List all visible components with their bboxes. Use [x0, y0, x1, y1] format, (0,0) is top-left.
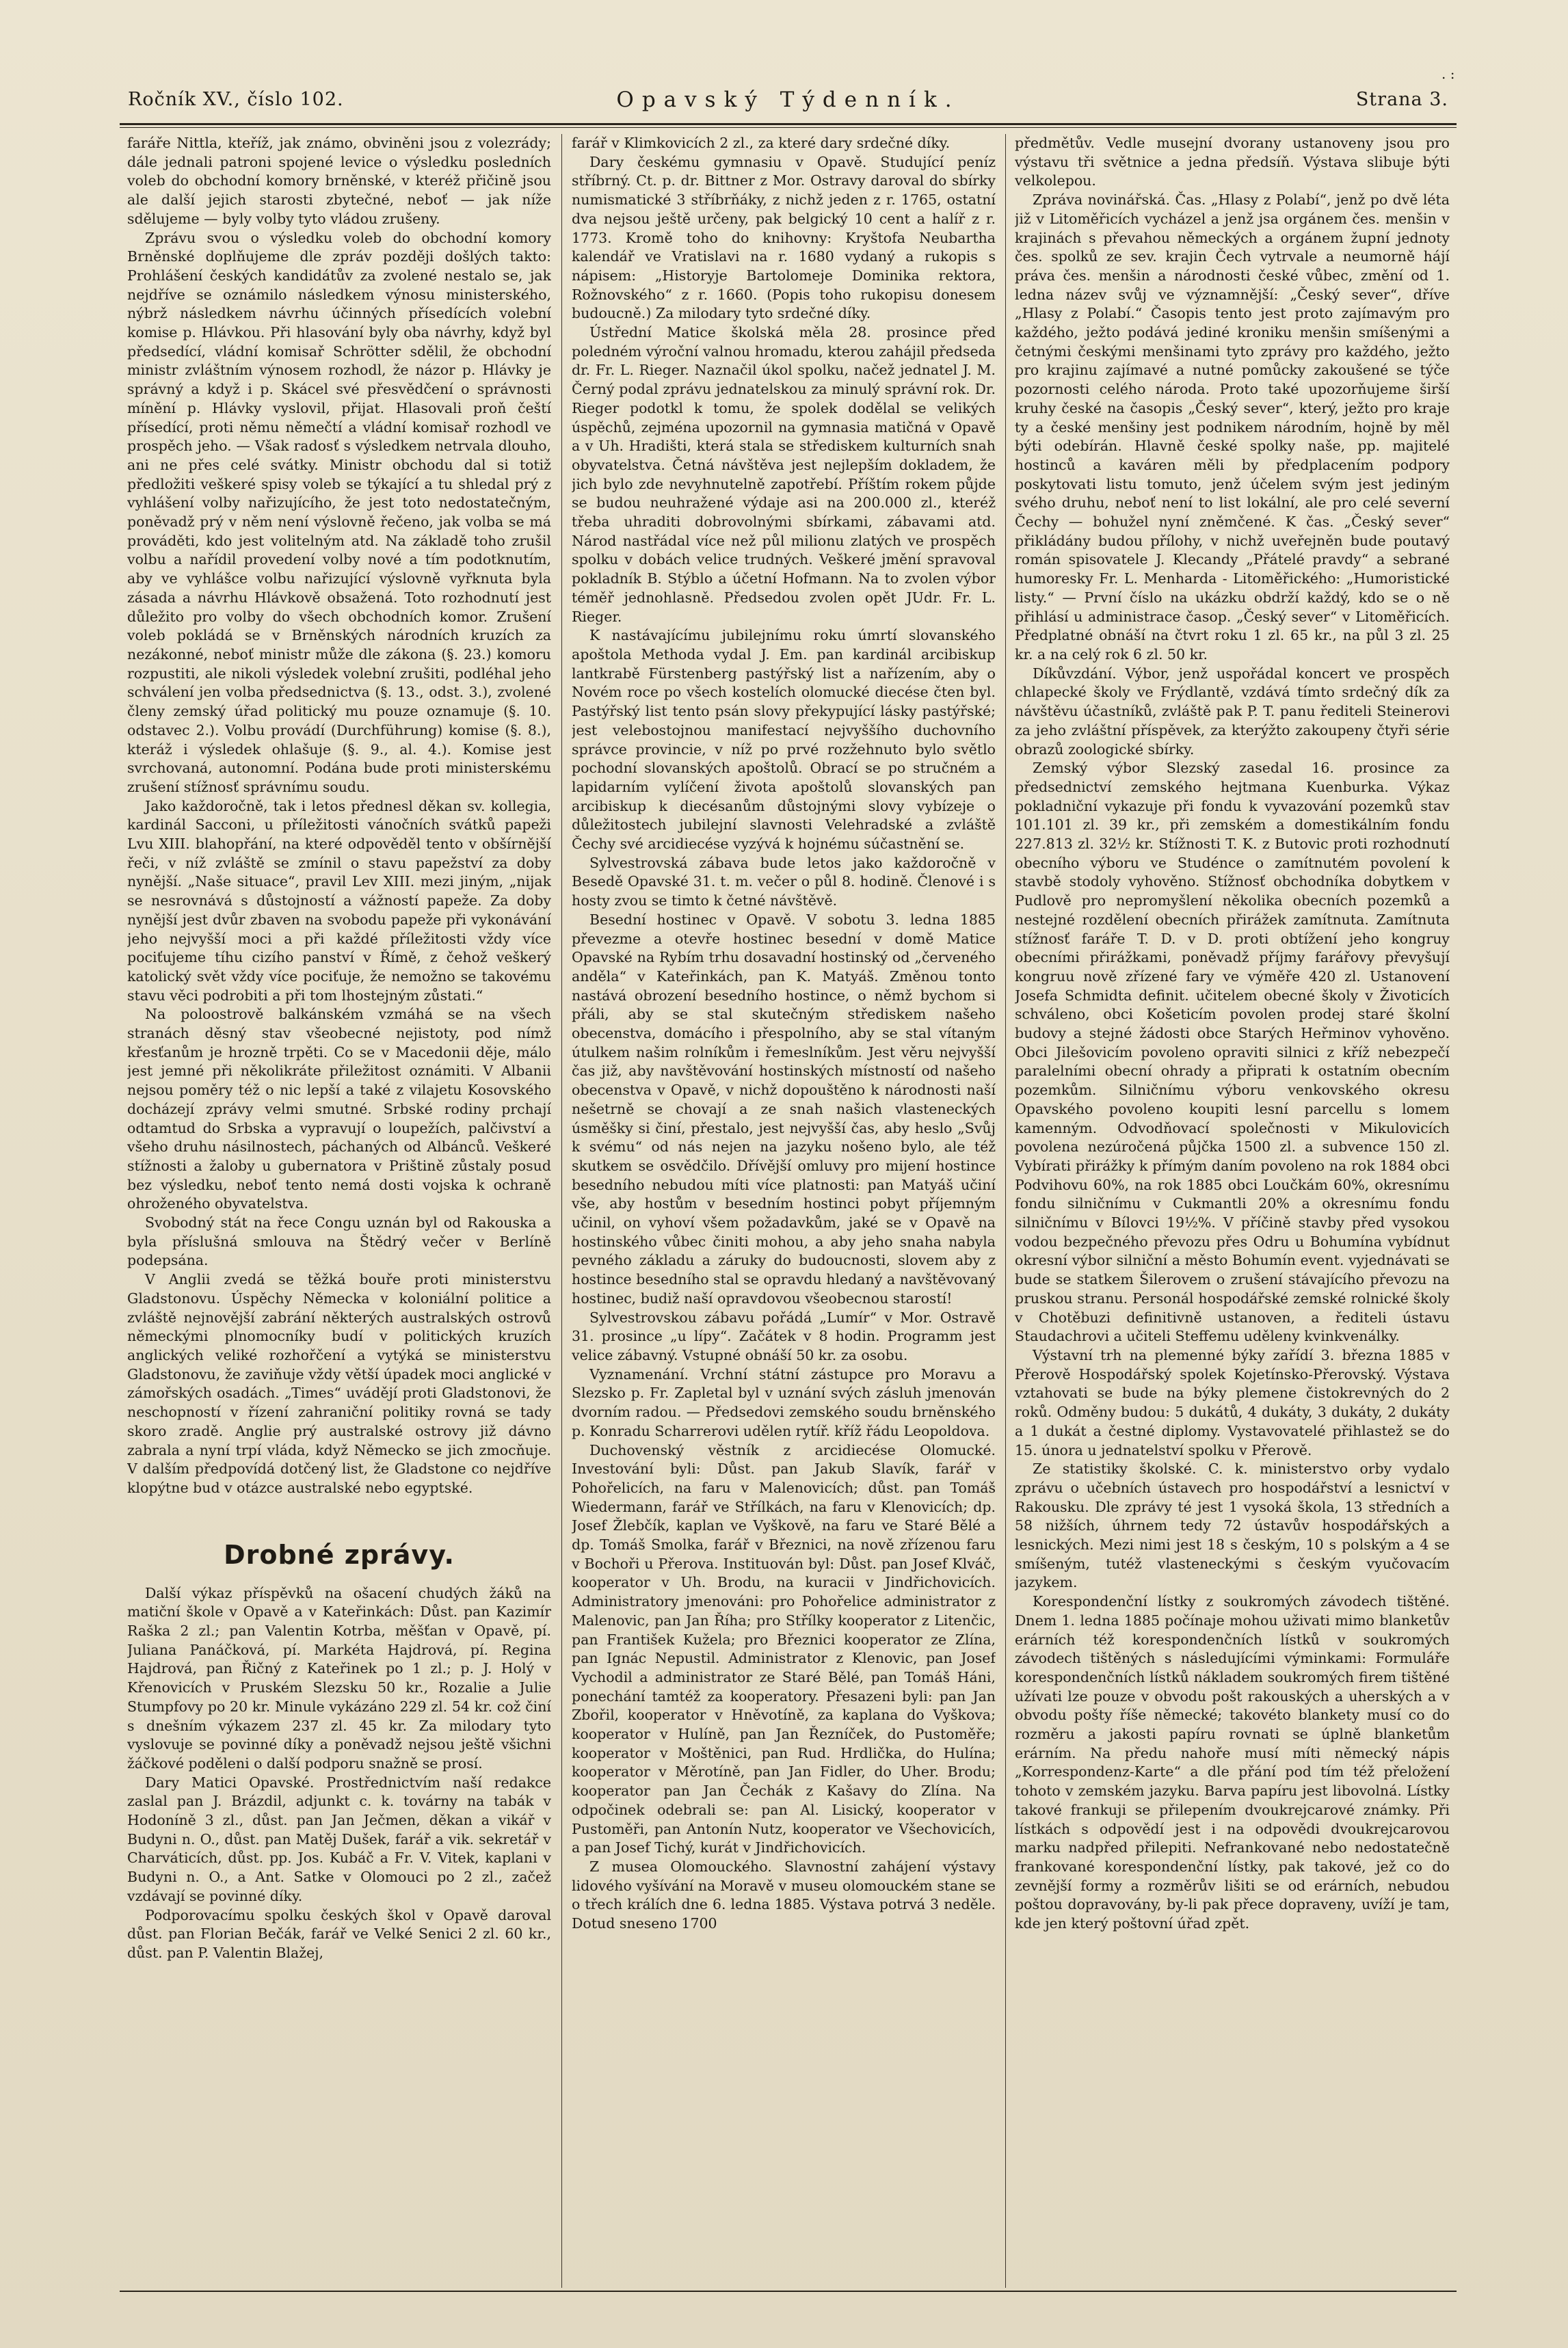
news-item: Další výkaz příspěvků na ošacení chudých žáků na matiční škole v Opavě a v Kateřinkách: Důst. pan Kazimír Raška 2 zl.; pan Valentin Kotrba, měšťan v Opavě, pí. Juliana Panáčková, pí. Markéta Hajdrová, pí. Regina Hajdrová, pan Řičný z Kateřinek po 1 zl.; p. J. Holý v Křenovicích v Pruském Slezsku 50 kr., Rozalie a Julie Stumpfovy po 20 kr. Minule vykázáno 229 zl. 54 kr. což činí s dnešním výkazem 237 zl. 45 kr. Za milodary tyto vyslovuje se povinné díky a poněvadž nejsou ještě všichni žáčkové poděleni o další podporu snažně se prosí. [127, 1584, 551, 1772]
news-item: Sylvestrovskou zábavu pořádá „Lumír“ v Mor. Ostravě 31. prosince „u lípy“. Začátek v 8 hodin. Programm jest velice zábavný. Vstupné obnáší 50 kr. za osobu. [572, 1309, 996, 1363]
section-heading: Drobné zprávy. [224, 1539, 455, 1570]
column-3 [1015, 134, 1450, 2288]
news-item: předmětův. Vedle musejní dvorany ustanoveny jsou pro výstavu tři světnice a jedna předsíň. Výstava slibuje býti velkolepou. [1015, 135, 1450, 189]
news-item: Ústřední Matice školská měla 28. prosince před poledném výroční valnou hromadu, kterou zahájil předseda dr. Fr. L. Rieger. Naznačil úkol spolku, načež jednatel J. M. Černý podal zprávu jednatelskou za minulý správní rok. Dr. Rieger podotkl k tomu, že spolek dodělal se velikých úspěchů, zejména upozornil na gymnasia matičná v Opavě a v Uh. Hradišti, která stala se střediskem kulturních snah obyvatelstva. Četná návštěva jest nejlepším dokladem, že jich bylo zde nevyhnutelně zapotřebí. Příštím rokem půjde se budou neuhražené výdaje asi na 200.000 zl., kteréž třeba uhraditi dobrovolnými sbírkami, zábavami atd. Národ nastřádal více než půl milionu zlatých ve prospěch spolku v dobách velice trudných. Veškeré jmění spravoval pokladník B. Stýblo a účetní Hofmann. Na to zvolen výbor téměř jednohlasně. Předsedou zvolen opět JUdr. Fr. L. Rieger. [572, 324, 996, 625]
page-number: Strana 3. [1355, 89, 1448, 110]
header-rule [120, 123, 1457, 125]
article-paragraph: Svobodný stát na řece Congu uznán byl od Rakouska a byla příslušná smlouva na Štědrý večer v Berlíně podepsána. [127, 1214, 551, 1269]
article-paragraph: Jako každoročně, tak i letos přednesl děkan sv. kollegia, kardinál Sacconi, u příležitosti vánočních svátků papeži Lvu XIII. blahopřání, na které odpověděl tento v obšírnější řeči, v níž zvláště se zmínil o stavu papežství za doby nynější. „Naše situace“, pravil Lev XIII. mezi jiným, „nijak se nesrovnává s důstojností a vážností papeže. Za doby nynější jest dvůr zbaven na svobodu papeže při vykonávání jeho nejvyšší moci a při každé příležitosti vždy více pociťujeme tíhu cizího panství v Římě, z čehož veškerý katolický svět vždy více pociťuje, že nemožno se takovému stavu věci podrobiti a při tom lhostejným zůstati.“ [127, 797, 551, 1004]
column-1 [127, 134, 551, 2288]
article-paragraph: faráře Nittla, kteříž, jak známo, obviněni jsou z volezrády; dále jednali patroni spojené levice o výsledku posledních voleb do obchodní komory brněnské, v kteréž přičině jsou ale další jejich starosti zbytečné, neboť — jak níže sdělujeme — byly volby tyto vládou zrušeny. [127, 135, 551, 227]
news-item: farář v Klimkovicích 2 zl., za které dary srdečné díky. [572, 135, 951, 151]
news-item: Zpráva novinářská. Čas. „Hlasy z Polabí“, jenž po dvě léta již v Litoměřicích vycházel a jenž jsa orgánem čes. menšin v krajinách s převahou německých a orgánem župní jednoty čes. spolků ze sev. krajin Čech vytrvale a neumorně hájí práva čes. menšin a národnosti české vůbec, změní od 1. ledna název svůj ve významnější: „Český sever“, dříve „Hlasy z Polabí.“ Časopis tento jest proto zajímavým pro každého, ježto podává jediné kroniku menšin smíšenými a četnými českými menšinami tyto zprávy pro každého, ježto pro krajinu zajímavé a nutné pomůcky zakoušené se týče pozornosti celého národa. Proto také upozorňujeme širší kruhy české na časopis „Český sever“, který, ježto pro kraje ty a české menšiny jest podnikem národním, hojně by měl býti odebírán. Hlavně české spolky naše, pp. majitelé hostinců a kaváren měli by předplacením podpory poskytovati listu tomuto, jenž účelem svým jest jediným svého druhu, neboť není to list lokální, ale pro celé severní Čechy — bohužel nyní zněmčené. K čas. „Český sever“ přikládány budou přílohy, v nichž uveřejněn bude poutavý román spisovatele J. Klecandy „Přátelé pravdy“ a sebrané humoresky Fr. L. Menharda - Litoměřického: „Humoristické listy.“ — První číslo na ukázku obdrží každý, kdo se o ně přihlásí u administrace časop. „Český sever“ v Litoměřicích. Předplatné obnáší na čtvrt roku 1 zl. 65 kr., na půl 3 zl. 25 kr. a na celý rok 6 zl. 50 kr. [1015, 191, 1450, 663]
news-item: Zemský výbor Slezský zasedal 16. prosince za předsednictví zemského hejtmana Kuenburka. Výkaz pokladniční vykazuje při fondu k vyvazování pozemků stav 101.101 zl. 39 kr., při zemském a domestikálním fondu 227.813 zl. 32½ kr. Stížnosti T. K. z Butovic proti rozhodnutí obecního výboru ve Studénce o zamítnutém povolení k stavbě stodoly vyhověno. Stížnosť obchodníka dobytkem v Pudlově pro nepromyšlení několika obecních pozemků a nestejné rozdělení obecních přirážek zamítnuta. Zamítnuta stížnosť faráře T. D. v D. proti obtížení jeho kongruy obecními přirážkami, poněvadž příjmy farářovy převyšují kongruu nově zřízené fary ve výměře 420 zl. Ustanovení Josefa Schmidta definit. učitelem obecné školy v Životicích schváleno, obci Košeticím povolen prodej staré školní budovy a stejné žádosti obce Starých Heřminov vyhověno. Obci Jilešovicím povoleno opraviti silnici z kříž nebezpečí paralelními obecní ohrady a připrati k ostatním obecním pozemkům. Silničnímu výboru venkovského okresu Opavského povoleno koupiti lesní parcellu s lomem kamenným. Odvodňovací společnosti v Mikulovicích povolena nezúročená půjčka 1500 zl. a subvence 150 zl. Vybírati přirážky k přímým daním povoleno na rok 1884 obci Podvihovu 60%, na rok 1885 obci Loučkám 60%, okresnímu fondu silničnímu v Cukmantli 20% a okresnímu fondu silničnímu v Bílovci 19½%. V příčině stavby před vysokou vodou bezpečného převozu přes Odru u Bohumína vybídnut okresní výbor silniční a město Bohumín event. vyjednávati se bude se statkem Šilerovem o zrušení stávajícího převozu na pruskou stranu. Personál hospodářské zemské rolnické školy v Chotěbuzi definitivně ustanoven, a řediteli ústavu Staudachrovi a učiteli Steffemu uděleny kvinkvenálky. [1015, 760, 1450, 1345]
news-item: Z musea Olomouckého. Slavnostní zahájení výstavy lidového vyšívání na Moravě v museu olomouckém stane se o třech králích dne 6. ledna 1885. Výstava potrvá 3 neděle. Dotud sneseno 1700 [572, 1858, 996, 1932]
article-paragraph: Zprávu svou o výsledku voleb do obchodní komory Brněnské doplňujeme dle zpráv později došlých takto: Prohlášení českých kandidátův za zvolené nestalo se, jak nejdříve se oznámilo následkem výnosu ministerského, nýbrž následkem návrhu účinných přísedících volební komise p. Hlávkou. Při hlasování byly oba návrhy, když byl předsedící, vládní komisař Schrötter sdělil, že obchodní ministr zvláštním výnosem rozhodl, že názor p. Hlávky je správný a když i p. Skácel své přesvědčení o správnosti mínění p. Hlávky vyslovil, přijat. Hlasovali proň čeští přísedící, proti němu němečtí a vládní komisař rozhodl ve prospěch jeho. — Však radosť s výsledkem netrvala dlouho, ani ne přes celé svátky. Ministr obchodu dal si totiž předložiti veškeré spisy voleb se týkající a tu shledal prý z vyhlášení volby nařizujícího, že jest toto nedostatečným, poněvadž prý v něm není výslovně řečeno, jak volba se má prováděti, kdo jest volitelným atd. Na základě toho zrušil volbu a nařídil provedení volby nové a tím podotknutím, aby ve vyhlášce volbu nařizující výslovně vyřknuta byla zásada a návrhu Hlávkově obsažená. Toto rozhodnutí jest důležito pro volby do všech obchodních komor. Zrušení voleb pokládá se v Brněnských národních kruzích za nezákonné, neboť ministr může dle zákona (§. 23.) komoru rozpustiti, ale nikoli výsledek volební zrušiti, podléhal jeho schválení jen volba předsednictva (§. 13., odst. 3.), zvolené členy zemský úřad politický mu pouze oznamuje (§. 10. odstavec 2.). Volbu provádí (Durchführung) komise (§. 8.), kteráž i výsledek ohlašuje (§. 9., al. 4.). Komise jest svrchovaná, autonomní. Podána bude proti ministerskému zrušení stížnosť správnímu soudu. [127, 229, 551, 795]
news-item: K nastávajícímu jubilejnímu roku úmrtí slovanského apoštola Methoda vydal J. Em. pan kardinál arcibiskup lantkrabě Fürstenberg pastýřský list a nařízením, aby o Novém roce po všech kostelích olomucké diecése čten byl. Pastýřský list tento psán slovy překypující lásky pastýřské; jest velebostojnou manifestací nejvyššího duchovního správce provincie, v níž po prvé rozžehnuto bylo světlo pochodní slovanských apoštolů. Obrací se po stručném a lapidarním vylíčení života apoštolů slovanských pan arcibiskup k diecésanům důstojnými slovy vybízeje o důležitostech jubilejní slavnosti Velehradské a zvláště Čechy své arcidiecése vyzývá k hojnému súčastnění se. [572, 627, 996, 853]
news-item: Sylvestrovská zábava bude letos jako každoročně v Besedě Opavské 31. t. m. večer o půl 8. hodině. Členové i s hosty zvou se timto k četné návštěvě. [572, 854, 996, 909]
news-item: Dary Matici Opavské. Prostřednictvím naší redakce zaslal pan J. Brázdil, adjunkt c. k. továrny na tabák v Hodoníně 3 zl., důst. pan Jan Ječmen, děkan a vikář v Budyni n. O., důst. pan Matěj Dušek, farář a vik. sekretář v Charváticích, důst. pp. Jos. Kubáč a Fr. V. Vitek, kaplani v Budyni n. O., a Ant. Satke v Olomouci po 2 zl., začež vzdávají se povinné díky. [127, 1774, 551, 1904]
article-paragraph: V Anglii zvedá se těžká bouře proti ministerstvu Gladstonovu. Úspěchy Německa v koloniální politice a zvláště nejnovější zabrání některých australských ostrovů německými plnomocníky budí v politických kruzích anglických veliké rozhořčení a vytýká se ministerstvu Gladstonovu, že zaviňuje vždy větší úpadek moci anglické v zámořských osadách. „Times“ uvádějí proti Gladstonovi, že neschopností v řízení zahraniční politiky rovná se tady skoro zradě. Anglie prý australské ostrovy již dávno zabrala a nyní trpí vláda, když Německo se jich zmocňuje. V dalším předpovídá dotčený list, že Gladstone co nejdříve klopýtne bud v otázce australské nebo egyptské. [127, 1271, 551, 1496]
newspaper-title: Opavský Týdenník. [616, 88, 960, 112]
news-item: Podporovacímu spolku českých škol v Opavě daroval důst. pan Florian Bečák, farář ve Velké Senici 2 zl. 60 kr., důst. pan P. Valentin Blažej, [127, 1906, 551, 1961]
volume-number: Ročník XV., číslo 102. [128, 89, 344, 110]
column-divider [1005, 134, 1006, 2288]
news-item: Besední hostinec v Opavě. V sobotu 3. ledna 1885 převezme a otevře hostinec besední v domě Matice Opavské na Rybím trhu dosavadní hostinský od „červeného anděla“ v Kateřinkách, pan K. Matyáš. Změnou tonto nastává obrození besedního hostince, o němž bychom si přáli, aby se stal skutečným střediskem našeho obecenstva, domácího i přespolního, aby se stal vítaným útulkem našim rolníkům i řemeslníkům. Jest věru nejvyšší čas již, aby navštěvování hostinských místností od našeho obecenstva v Opavě, v nichž dopouštěno k národnosti naší nešetrně se chovají a ze snah našich vlasteneckých úsměšky si činí, přestalo, jest nejvyšší čas, aby heslo „Svůj k svému“ od nás nejen na jazyku nošeno bylo, ale též skutkem se osvědčilo. Dřívější omluvy pro mijení hostince besedního nebudou míti více platnosti: pan Matyáš učiní vše, aby hostům v besedním hostinci pobyt příjemným učinil, on vyhoví všem požadavkům, jaké se v Opavě na hostinského vůbec činiti mohou, a aby jeho snaha nabyla pevného základu a záruky do budoucnosti, slovem aby z hostince besedního stal se opravdu hledaný a navštěvovaný hostinec, budiž naší opravdovou všeobecnou starostí! [572, 911, 996, 1307]
news-item: Korespondenční lístky z soukromých závodech tištěné. Dnem 1. ledna 1885 počínaje mohou uživati mimo blanketův erárních též korespondenčních lístků v soukromých závodech tištěných s následujícími výminkami: Formuláře korespondenčních lístků nákladem soukromých firem tištěné užívati lze pouze v obvodu pošt rakouských a uherských a v obvodu pošty říše německé; takovéto blankety musí co do rozměru a jakosti papíru rovnati se úplně blanketům erárním. Na předu nahoře musí míti německý nápis „Korrespondenz-Karte“ a dle přání pod tím též přeložení tohoto v zemském jazyku. Barva papíru jest libovolná. Lístky takové frankuji se přilepením dvoukrejcarové známky. Při lístkách s odpovědí jest i na odpovědi dvoukrejcarovou marku nadpřed přilepiti. Nefrankované nebo nedostatečně frankované korespondenční lístky, pak takové, jež co do zevnější formy a rozměrův lišiti se od erárních, nebudou poštou dopravovány, by-li pak přece dopraveny, uvíží je tam, kde jen který poštovní úřad zpět. [1015, 1593, 1450, 1932]
column-divider [561, 134, 562, 2288]
header-rule-thin [120, 127, 1457, 128]
column-2 [572, 134, 996, 2288]
footer-rule [120, 2291, 1457, 2292]
news-item: Ze statistiky školské. C. k. ministerstvo orby vydalo zprávu o učebních ústavech pro hospodářství a lesnictví v Rakousku. Dle zprávy té jest 1 vysoká škola, 13 středních a 58 nižších, úhrnem tedy 72 ústavův hospodářských a lesnických. Mezi nimi jest 18 s českým, 10 s polským a 4 se smíšeným, tutéž vlasteneckými s českým vyučovacím jazykem. [1015, 1460, 1450, 1591]
news-item: Dary českému gymnasiu v Opavě. Studující peníz stříbrný. Ct. p. dr. Bittner z Mor. Ostravy daroval do sbírky numismatické 3 stříbrňáky, z nichž jeden z r. 1765, ostatní dva nejsou ještě určeny, pak belgický 10 cent a halíř z r. 1773. Kromě toho do knihovny: Kryštofa Neubartha kalendář ve Vratislavi na r. 1680 vydaný a rukopis s nápisem: „Historyje Bartolomeje Dominika rektora, Rožnovského“ z r. 1660. (Popis toho rukopisu donesem budoucně.) Za milodary tyto srdečné díky. [572, 153, 996, 322]
article-paragraph: Na poloostrově balkánském vzmáhá se na všech stranách děsný stav všeobecné nejistoty, pod nímž křesťanům je hrozně trpěti. Co se v Macedonii děje, málo jest jemné při několikráte přiležitost oznámiti. V Albanii nejsou poměry též o nic lepší a také z vilajetu Kosovského docházejí zprávy velmi smutné. Srbské rodiny prchají odtamtud do Srbska a vypravují o loupežích, palčivství a všeho druhu násilnostech, páchaných od Albánců. Veškeré stížnosti a žaloby u gubernatora v Prištině zůstaly posud bez výsledku, neboť tento nemá dosti vojska k ochraně ohroženého obyvatelstva. [127, 1006, 551, 1212]
news-item: Výstavní trh na plemenné býky zařídí 3. března 1885 v Přerově Hospodářský spolek Kojetínsko-Přerovský. Výstava vztahovati se bude na býky plemene čistokrevných do 2 roků. Odměny budou: 5 dukátů, 4 dukáty, 3 dukáty, 2 dukáty a 1 dukát a čestné diplomy. Vystavovatelé přihlastež se do 15. února u jednatelství spolku v Přerově. [1015, 1347, 1450, 1458]
news-item: Vyznamenání. Vrchní státní zástupce pro Moravu a Slezsko p. Fr. Zapletal byl v uznání svých zásluh jmenován dvorním radou. — Předsedovi zemského soudu brněnského p. Konradu Scharrerovi udělen rytíř. kříž řádu Leopoldova. [572, 1365, 996, 1439]
page-header [120, 86, 1457, 120]
page-mark: . : [1441, 66, 1455, 82]
news-item: Díkůvzdání. Výbor, jenž uspořádal koncert ve prospěch chlapecké školy ve Frýdlantě, vzdává tímto srdečný dík za návštěvu účastníků, zvláště pak P. T. panu řediteli Steinerovi za jeho zvláštní příspěvek, za kterýžto zakoupeny čtyři série obrazů zoologické sbírky. [1015, 665, 1450, 758]
news-item: Duchovenský věstník z arcidiecése Olomucké. Investování byli: Důst. pan Jakub Slavík, farář v Pohořelicích, na faru v Malenovicích; důst. pan Tomáš Wiedermann, farář ve Střílkách, na faru v Klenovicích; dp. Josef Žlebčík, kaplan ve Vyškově, na faru ve Staré Bělé a dp. Tomáš Smolka, farář v Březnici, na nově zřízenou faru v Bochoři u Přerova. Instituován byl: Důst. pan Josef Klváč, kooperator v Uh. Brodu, na kuracii v Jindřichovicích. Administratory jmenováni: pro Pohořelice administrator z Malenovic, pan Jan Říha; pro Střílky kooperator z Litenčic, pan František Kužela; pro Březnici kooperator ze Zlína, pan Ignác Nepustil. Administrator z Klenovic, pan Josef Vychodil a administrator ze Staré Bělé, pan Tomáš Háni, ponechání tamtéž za kooperatory. Přesazeni byli: pan Jan Zbořil, kooperator v Hněvotíně, za kaplana do Vyškova; kooperator v Hulíně, pan Jan Řezníček, do Pustoměře; kooperator v Moštěnici, pan Rud. Hrdlička, do Hulína; kooperator v Měrotíně, pan Jan Fidler, do Uher. Brodu; kooperator pan Jan Čechák z Kašavy do Zlína. Na odpočinek odebrali se: pan Al. Lisický, kooperator v Pustoměři, pan Antonín Nutz, kooperator ve Všechovicích, a pan Josef Tichý, kurát v Jindřichovicích. [572, 1441, 996, 1856]
